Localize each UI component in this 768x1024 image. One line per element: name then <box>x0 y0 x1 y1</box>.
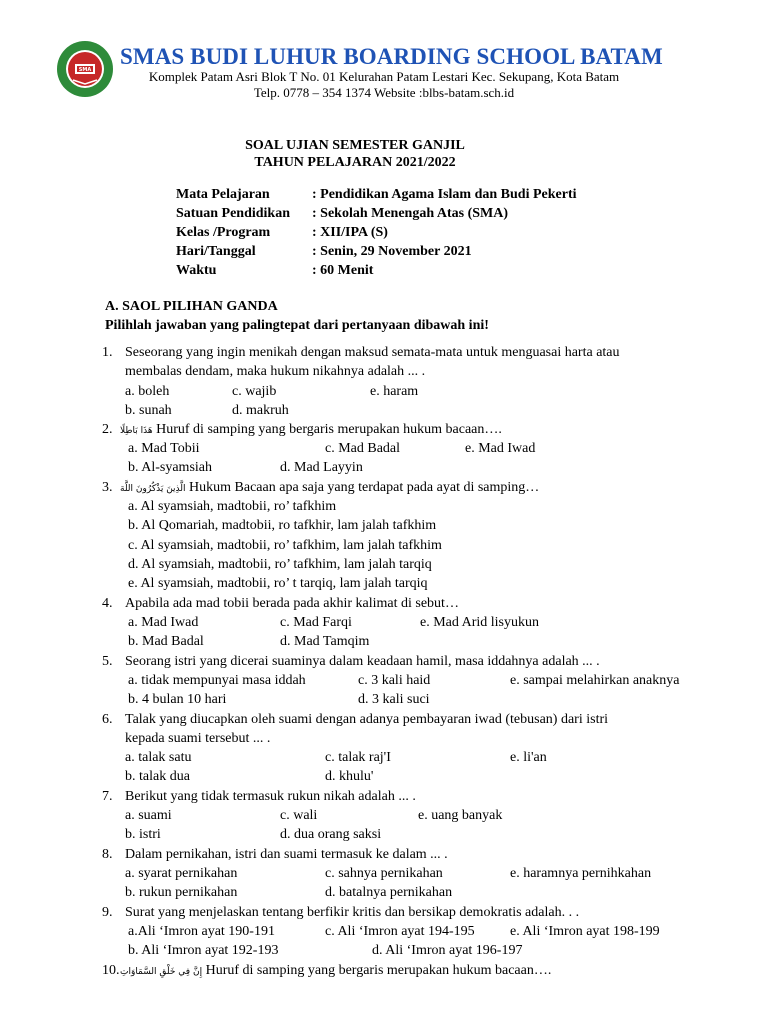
svg-text:SMA: SMA <box>78 67 92 73</box>
info-label: Hari/Tanggal <box>176 244 256 259</box>
question-text <box>120 963 551 979</box>
question-number: 5. <box>102 654 113 669</box>
option-e: e. haramnya pernihkahan <box>510 866 652 881</box>
option-d: d. dua orang saksi <box>280 827 382 842</box>
option-a: a. syarat pernikahan <box>125 866 238 881</box>
section-title: A. SAOL PILIHAN GANDA <box>105 299 278 314</box>
option-e: e. haram <box>370 384 419 399</box>
option-c: c. sahnya pernikahan <box>325 866 443 881</box>
question-number: 7. <box>102 789 113 804</box>
question-text: Talak yang diucapkan oleh suami dengan adanya pembayaran iwad (tebusan) dari istri <box>125 712 609 727</box>
option-b: b. rukun pernikahan <box>125 885 238 900</box>
option-e: e. Ali ‘Imron ayat 198-199 <box>510 924 660 939</box>
info-label: Satuan Pendidikan <box>176 206 290 221</box>
school-address: Komplek Patam Asri Blok T No. 01 Kelurahan Patam Lestari Kec. Sekupang, Kota Batam <box>148 69 620 84</box>
question-body: Hukum Bacaan apa saja yang terdapat pada ayat di samping… <box>185 480 540 495</box>
option-e: e. Mad Iwad <box>465 441 536 456</box>
section-instruction: Pilihlah jawaban yang palingtepat dari pertanyaan dibawah ini! <box>105 318 489 333</box>
option-d: d. Mad Tamqim <box>280 634 370 649</box>
info-label: Waktu <box>176 263 217 278</box>
info-label: Kelas /Program <box>176 225 271 240</box>
question-text: kepada suami tersebut ... . <box>125 731 271 746</box>
option-e: e. uang banyak <box>418 808 503 823</box>
question-text: membalas dendam, maka hukum nikahnya adalah ... . <box>125 364 426 379</box>
option-a: a. tidak mempunyai masa iddah <box>128 673 306 688</box>
option-a: a. Al syamsiah, madtobii, ro’ tafkhim <box>128 499 337 514</box>
option-a: a.Ali ‘Imron ayat 190-191 <box>128 924 275 939</box>
exam-year: TAHUN PELAJARAN 2021/2022 <box>254 155 456 170</box>
info-label: Mata Pelajaran <box>176 187 270 202</box>
school-contact: Telp. 0778 – 354 1374 Website :blbs-batam.sch.id <box>253 85 515 100</box>
question-text: Berikut yang tidak termasuk rukun nikah adalah ... . <box>125 789 416 804</box>
option-c: c. wajib <box>232 384 277 399</box>
option-a: a. boleh <box>125 384 170 399</box>
option-e: e. li'an <box>510 750 547 765</box>
option-c: c. Mad Farqi <box>280 615 352 630</box>
option-a: a. Mad Iwad <box>128 615 199 630</box>
question-body: Huruf di samping yang bergaris merupakan hukum bacaan…. <box>152 422 502 437</box>
info-value: : XII/IPA (S) <box>312 225 388 240</box>
option-b: b. Al Qomariah, madtobii, ro tafkhir, lam jalah tafkhim <box>128 518 437 533</box>
question-body: Huruf di samping yang bergaris merupakan hukum bacaan…. <box>202 963 552 978</box>
option-b: b. sunah <box>125 403 172 418</box>
info-value: : Senin, 29 November 2021 <box>312 244 472 259</box>
option-b: b. istri <box>125 827 161 842</box>
question-text <box>120 422 502 438</box>
option-c: c. wali <box>280 808 318 823</box>
option-b: b. Ali ‘Imron ayat 192-193 <box>128 943 279 958</box>
option-b: b. 4 bulan 10 hari <box>128 692 227 707</box>
exam-title: SOAL UJIAN SEMESTER GANJIL <box>245 138 465 153</box>
arabic-text: الَّذِينَ يَذْكُرُونَ اللَّهَ <box>120 484 186 494</box>
option-a: a. suami <box>125 808 172 823</box>
option-d: d. Ali ‘Imron ayat 196-197 <box>372 943 523 958</box>
option-e: e. Al syamsiah, madtobii, ro’ t tarqiq, lam jalah tarqiq <box>128 576 428 591</box>
question-number: 4. <box>102 596 113 611</box>
question-text: Seorang istri yang dicerai suaminya dalam keadaan hamil, masa iddahnya adalah ... . <box>125 654 600 669</box>
option-b: b. Al-syamsiah <box>128 460 212 475</box>
question-number: 1. <box>102 345 113 360</box>
option-c: c. 3 kali haid <box>358 673 431 688</box>
option-c: c. talak raj'I <box>325 750 391 765</box>
option-b: b. talak dua <box>125 769 190 784</box>
option-d: d. khulu' <box>325 769 374 784</box>
question-number: 10. <box>102 963 120 978</box>
question-number: 3. <box>102 480 113 495</box>
option-d: d. makruh <box>232 403 289 418</box>
question-text: Surat yang menjelaskan tentang berfikir kritis dan bersikap demokratis adalah. . . <box>125 905 580 920</box>
option-a: a. talak satu <box>125 750 192 765</box>
option-d: d. 3 kali suci <box>358 692 430 707</box>
question-text: Seseorang yang ingin menikah dengan maksud semata-mata untuk menguasai harta atau <box>125 345 620 360</box>
arabic-text: إِنَّ فِي خَلْقِ السَّمَاوَاتِ <box>120 967 203 977</box>
option-e: e. sampai melahirkan anaknya <box>510 673 680 688</box>
question-number: 9. <box>102 905 113 920</box>
option-d: d. batalnya pernikahan <box>325 885 453 900</box>
option-c: c. Ali ‘Imron ayat 194-195 <box>325 924 475 939</box>
question-number: 6. <box>102 712 113 727</box>
info-value: : 60 Menit <box>312 263 374 278</box>
question-number: 2. <box>102 422 113 437</box>
option-a: a. Mad Tobii <box>128 441 200 456</box>
arabic-text: هَذَا بَاطِلًا <box>120 426 153 436</box>
question-text: Apabila ada mad tobii berada pada akhir kalimat di sebut… <box>125 596 459 611</box>
school-name: SMAS BUDI LUHUR BOARDING SCHOOL BATAM <box>120 44 663 69</box>
option-c: c. Mad Badal <box>325 441 401 456</box>
option-c: c. Al syamsiah, madtobii, ro’ tafkhim, lam jalah tafkhim <box>128 538 442 553</box>
question-text <box>120 480 539 496</box>
option-b: b. Mad Badal <box>128 634 204 649</box>
question-text: Dalam pernikahan, istri dan suami termasuk ke dalam ... . <box>125 847 448 862</box>
info-value: : Sekolah Menengah Atas (SMA) <box>312 206 509 221</box>
option-d: d. Al syamsiah, madtobii, ro’ tafkhim, lam jalah tarqiq <box>128 557 432 572</box>
option-d: d. Mad Layyin <box>280 460 363 475</box>
option-e: e. Mad Arid lisyukun <box>420 615 539 630</box>
question-number: 8. <box>102 847 113 862</box>
info-value: : Pendidikan Agama Islam dan Budi Pekerti <box>312 187 577 202</box>
